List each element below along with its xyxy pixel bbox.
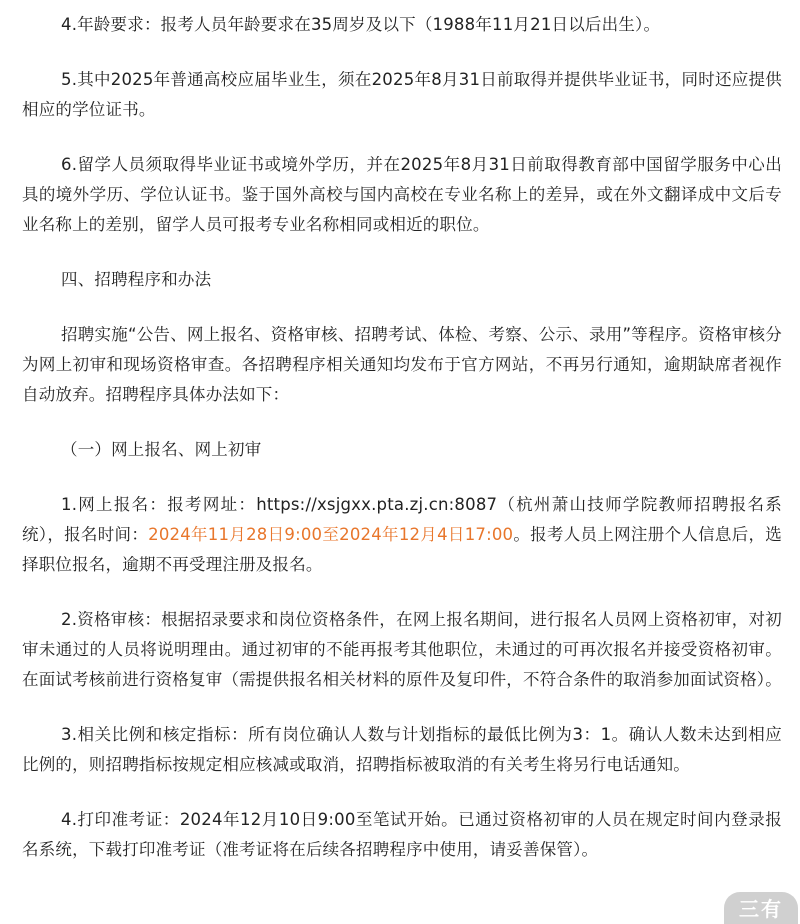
para-procedure-intro: 招聘实施“公告、网上报名、资格审核、招聘考试、体检、考察、公示、录用”等程序。资格审核分为网上初审和现场资格审查。各招聘程序相关通知均发布于官方网站，不再另行通知，逾期缺席者视作自动放弃。招聘程序具体办法如下： — [22, 325, 782, 404]
online-reg-text-after: 。报考人员上网注册个人信息后，选择职位报名，逾期不再受理注册及报名。 — [22, 525, 782, 574]
para-admission-ticket: 4.打印准考证：2024年12月10日9:00至笔试开始。已通过资格初审的人员在规定时间内登录报名系统，下载打印准考证（准考证将在后续各招聘程序中使用，请妥善保管）。 — [22, 810, 782, 859]
para-age-requirement: 4.年龄要求：报考人员年龄要求在35周岁及以下（1988年11月21日以后出生）。 — [61, 15, 661, 34]
para-online-registration — [22, 490, 782, 580]
para-overseas-requirement: 6.留学人员须取得毕业证书或境外学历，并在2025年8月31日前取得教育部中国留学服务中心出具的境外学历、学位认证书。鉴于国外高校与国内高校在专业名称上的差异，或在外文翻译成中文后专业名称上的差别，留学人员可报考专业名称相同或相近的职位。 — [22, 155, 782, 234]
para-qualification-review: 2.资格审核：根据招录要求和岗位资格条件，在网上报名期间，进行报名人员网上资格初审，对初审未通过的人员将说明理由。通过初审的不能再报考其他职位，未通过的可再次报名并接受资格初审。在面试考核前进行资格复审（需提供报名相关材料的原件及复印件，不符合条件的取消参加面试资格）。 — [22, 610, 782, 689]
subsection-title-online: （一）网上报名、网上初审 — [61, 440, 262, 459]
article-body — [22, 0, 782, 865]
online-reg-text-before: 1.网上报名：报考网址：https://xsjgxx.pta.zj.cn:8087（杭州萧山技师学院教师招聘报名系统），报名时间： — [22, 495, 782, 544]
floating-app-badge[interactable]: 三有 — [724, 892, 798, 924]
section-title-procedure: 四、招聘程序和办法 — [61, 270, 212, 289]
registration-time: 2024年11月28日9:00至2024年12月4日17:00 — [148, 525, 514, 544]
para-ratio: 3.相关比例和核定指标：所有岗位确认人数与计划指标的最低比例为3：1。确认人数未达到相应比例的，则招聘指标按规定相应核减或取消，招聘指标被取消的有关考生将另行电话通知。 — [22, 725, 782, 774]
para-graduate-requirement: 5.其中2025年普通高校应届毕业生，须在2025年8月31日前取得并提供毕业证书，同时还应提供相应的学位证书。 — [22, 70, 782, 119]
